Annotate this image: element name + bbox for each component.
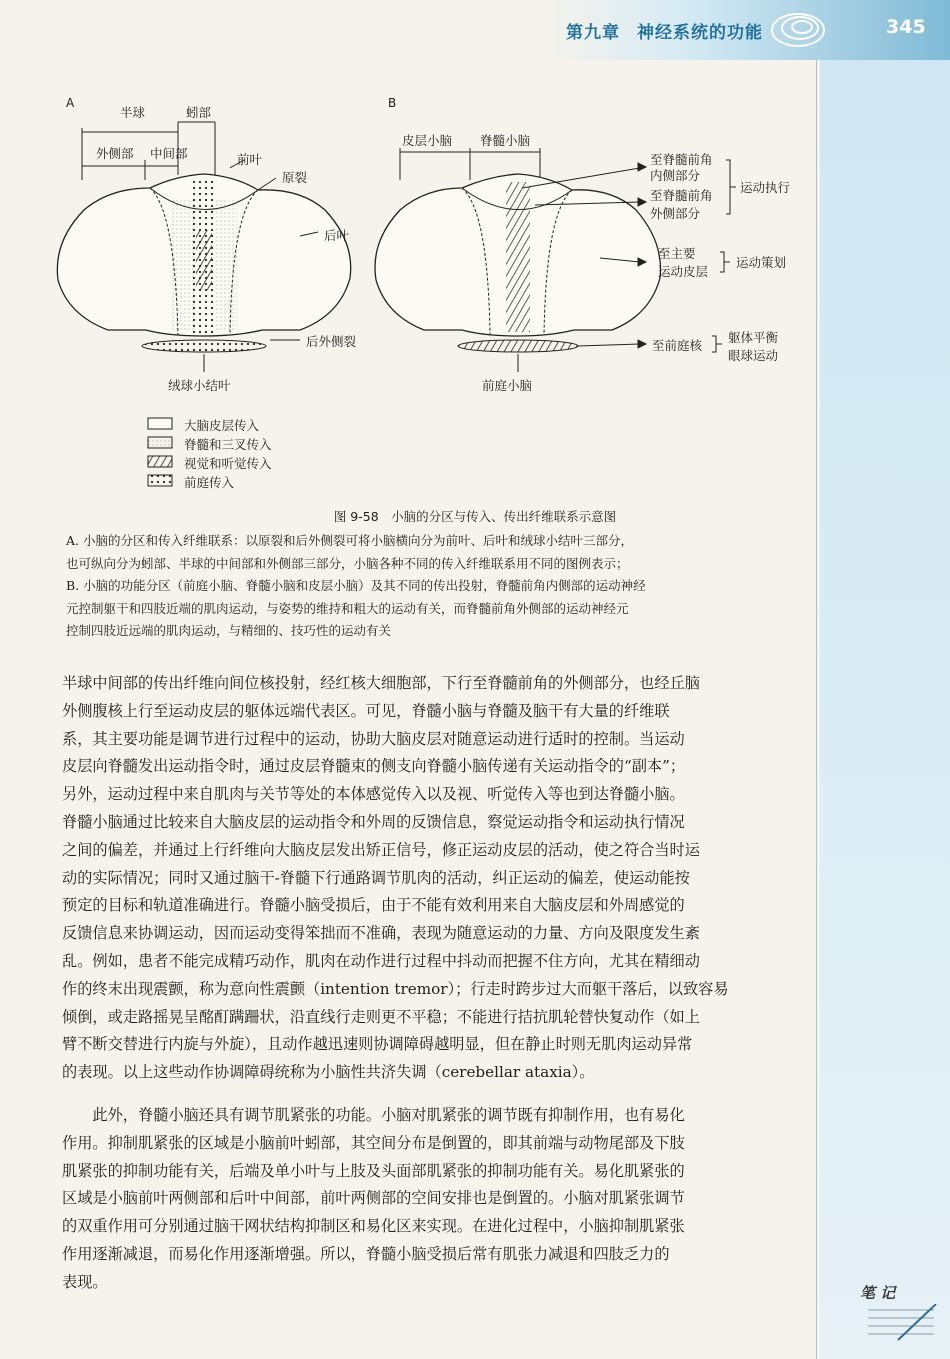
text-line: 此外，脊髓小脑还具有调节肌紧张的功能。小脑对肌紧张的调节既有抑制作用，也有易化 xyxy=(62,1106,685,1124)
label-intermediate: 中间部 xyxy=(150,146,188,161)
text-line: 表现。 xyxy=(62,1272,108,1291)
text-line: 作用。抑制肌紧张的区域是小脑前叶蚓部，其空间分布是倒置的，即其前端与动物尾部及下肢 xyxy=(62,1133,685,1152)
label-balance-2: 眼球运动 xyxy=(728,348,779,363)
notes-lines-icon xyxy=(858,1304,938,1344)
text-line: 预定的目标和轨道准确进行。脊髓小脑受损后，由于不能有效利用来自大脑皮层和外周感觉的 xyxy=(62,896,685,915)
label-hemisphere: 半球 xyxy=(120,105,146,120)
label-posterior-lobe: 后叶 xyxy=(324,228,350,243)
page-number: 345 xyxy=(886,16,926,38)
panel-a-letter: A xyxy=(66,96,75,110)
label-cerebrocerebellum: 皮层小脑 xyxy=(402,133,453,148)
label-to-medial-1: 至脊髓前角 xyxy=(650,152,713,167)
cerebellum-diagram xyxy=(0,0,950,500)
text-line: 反馈信息来协调运动，因而运动变得笨拙而不准确，表现为随意运动的力量、方向及限度发生紊 xyxy=(62,924,700,943)
label-balance-1: 躯体平衡 xyxy=(728,330,779,345)
label-flocculonodular: 绒球小结叶 xyxy=(168,378,231,393)
label-to-vestibular: 至前庭核 xyxy=(652,338,703,353)
text-line: 动的实际情况；同时又通过脑干-脊髓下行通路调节肌肉的活动，纠正运动的偏差，使运动能按 xyxy=(62,868,690,887)
label-lateral: 外侧部 xyxy=(96,146,134,161)
legend-swatches xyxy=(148,418,172,486)
text-line: 脊髓小脑通过比较来自大脑皮层的运动指令和外周的反馈信息，察觉运动指令和运动执行情况 xyxy=(62,812,685,831)
legend-item: 脊髓和三叉传入 xyxy=(184,437,272,452)
label-to-motor-cortex-2: 运动皮层 xyxy=(658,264,709,279)
legend-item: 前庭传入 xyxy=(184,475,235,490)
legend-item: 视觉和听觉传入 xyxy=(184,456,272,471)
text-line: 半球中间部的传出纤维向间位核投射，经红核大细胞部，下行至脊髓前角的外侧部分，也经丘脑 xyxy=(62,674,700,692)
figure-caption-title: 图 9-58 小脑的分区与传入、传出纤维联系示意图 xyxy=(333,509,617,524)
text-line: 作用逐渐减退，而易化作用逐渐增强。所以，脊髓小脑受损后常有肌张力减退和四肢乏力的 xyxy=(62,1244,670,1263)
text-line: 系，其主要功能是调节进行过程中的运动，协助大脑皮层对随意运动进行适时的控制。当运动 xyxy=(62,729,685,748)
text-line: 臂不断交替进行内旋与外旋），且动作越迅速则协调障碍越明显，但在静止时则无肌肉运动异常 xyxy=(62,1035,693,1054)
label-vestibulocerebellum: 前庭小脑 xyxy=(482,378,533,393)
panel-b-brackets xyxy=(712,160,736,352)
text-line: 外侧腹核上行至运动皮层的躯体远端代表区。可见，脊髓小脑与脊髓及脑干有大量的纤维联 xyxy=(62,701,670,720)
paragraph-2 xyxy=(62,1102,814,1297)
text-line: 的表现。以上这些动作协调障碍统称为小脑性共济失调（cerebellar ataxia）。 xyxy=(62,1063,595,1082)
text-line: 另外，运动过程中来自肌肉与关节等处的本体感觉传入以及视、听觉传入等也到达脊髓小脑。 xyxy=(62,785,685,804)
text-line: 倾倒，或走路摇晃呈酩酊蹒跚状，沿直线行走则更不平稳；不能进行拮抗肌轮替快复动作（如上 xyxy=(62,1007,700,1026)
text-line: 的双重作用可分别通过脑干网状结构抑制区和易化区来实现。在进化过程中，小脑抑制肌紧张 xyxy=(62,1217,685,1236)
label-anterior-lobe: 前叶 xyxy=(237,152,263,167)
caption-line: 也可纵向分为蚓部、半球的中间部和外侧部三部分，小脑各种不同的传入纤维联系用不同的图例表示； xyxy=(66,555,629,571)
text-line: 之间的偏差，并通过上行纤维向大脑皮层发出矫正信号，修正运动皮层的活动，使之符合当时运 xyxy=(62,840,700,859)
caption-line: A. 小脑的分区和传入纤维联系：以原裂和后外侧裂可将小脑横向分为前叶、后叶和绒球小结叶三部分， xyxy=(66,533,633,548)
text-line: 区域是小脑前叶两侧部和后叶中间部，前叶两侧部的空间安排也是倒置的。小脑对肌紧张调节 xyxy=(62,1189,685,1208)
label-to-medial-2: 内侧部分 xyxy=(650,168,701,183)
caption-line: 元控制躯干和四肢近端的肌肉运动，与姿势的维持和粗大的运动有关，而脊髓前角外侧部的运动神经元 xyxy=(66,600,629,616)
chapter-topic: 神经系统的功能 xyxy=(637,23,763,43)
label-motor-execution: 运动执行 xyxy=(740,180,791,195)
figure-caption-body xyxy=(66,530,806,643)
panel-b-letter: B xyxy=(388,96,397,110)
label-to-motor-cortex-1: 至主要 xyxy=(658,246,696,261)
text-line: 作的终末出现震颤，称为意向性震颤（intention tremor）；行走时跨步过大而躯干落后，以致容易 xyxy=(62,979,729,998)
label-motor-planning: 运动策划 xyxy=(736,255,787,270)
label-posterolateral-fissure: 后外侧裂 xyxy=(306,334,357,349)
label-vermis: 蚓部 xyxy=(186,105,212,120)
text-line: 乱。例如，患者不能完成精巧动作，肌肉在动作进行过程中抖动而把握不住方向，尤其在精细动 xyxy=(62,951,700,970)
label-spinocerebellum: 脊髓小脑 xyxy=(480,133,531,148)
label-to-lateral-2: 外侧部分 xyxy=(650,206,701,221)
label-primary-fissure: 原裂 xyxy=(282,170,308,185)
caption-line: B. 小脑的功能分区（前庭小脑、脊髓小脑和皮层小脑）及其不同的传出投射，脊髓前角内侧部的运动神经 xyxy=(66,578,646,593)
caption-line: 控制四肢近远端的肌肉运动，与精细的、技巧性的运动有关 xyxy=(66,623,392,638)
text-line: 皮层向脊髓发出运动指令时，通过皮层脊髓束的侧支向脊髓小脑传递有关运动指令的“副本”； xyxy=(62,757,686,776)
label-to-lateral-1: 至脊髓前角 xyxy=(650,188,713,203)
chapter-label: 第九章 xyxy=(566,23,620,43)
legend-item: 大脑皮层传入 xyxy=(184,418,260,433)
text-line: 肌紧张的抑制功能有关，后端及单小叶与上肢及头面部肌紧张的抑制功能有关。易化肌紧张的 xyxy=(62,1161,685,1180)
notes-label: 笔 记 xyxy=(860,1284,896,1302)
paragraph-1 xyxy=(62,670,814,1087)
